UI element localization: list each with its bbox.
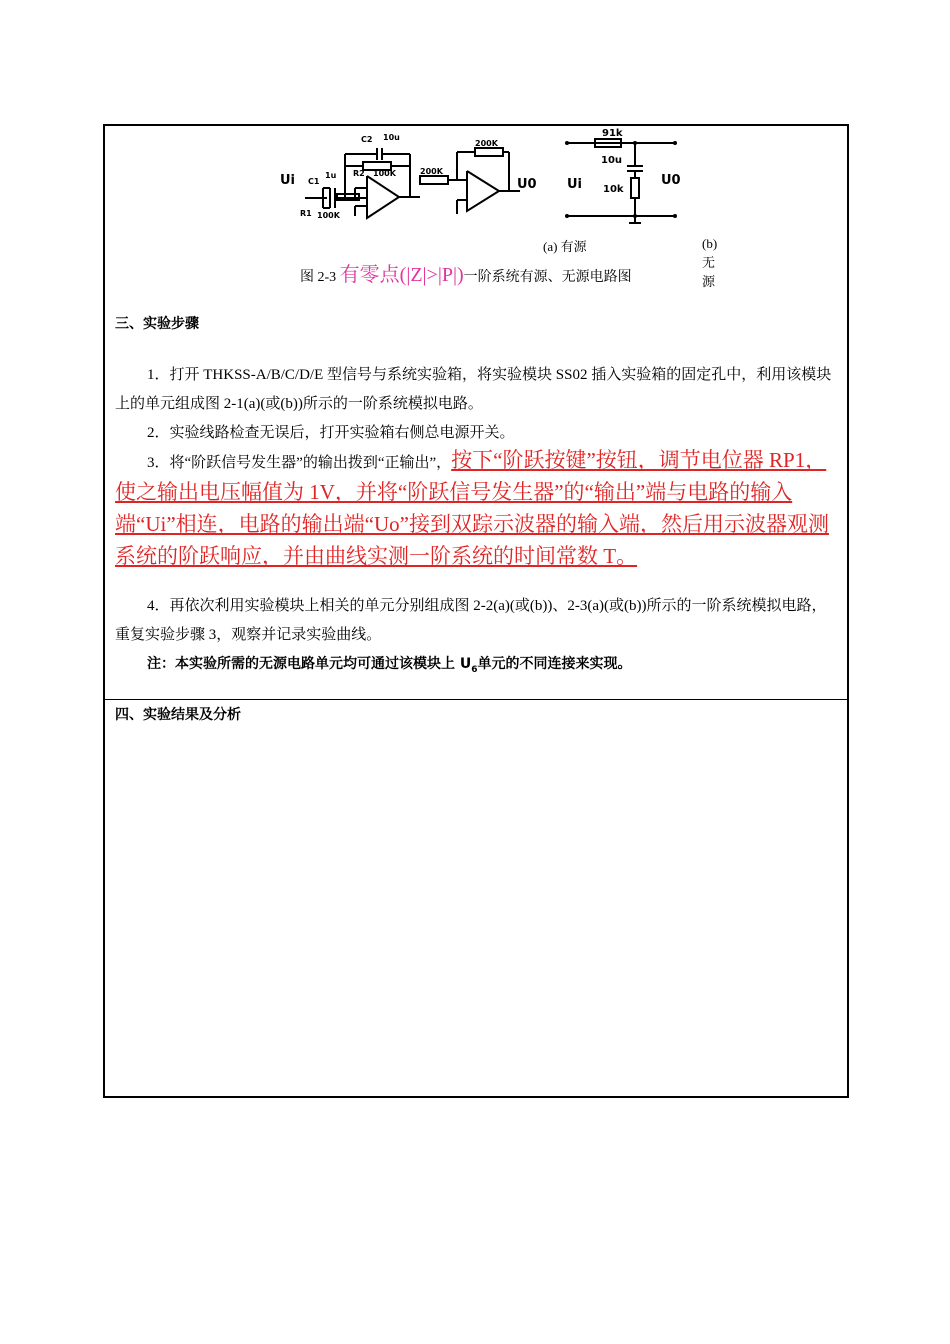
section-3-title: 三、实验步骤 [115,316,199,332]
note-text-end: 单元的不同连接来实现。 [477,656,632,672]
step-2 [115,419,839,448]
circuit-b-cap-label: 10u [601,155,623,166]
step-3 [115,446,839,574]
circuit-a-r2-value: 100K [373,169,396,178]
circuit-a-200k-series-label: 200K [420,167,443,176]
caption-passive: (b) 无源 [702,236,718,289]
circuit-b-91k-label: 91k [602,128,623,139]
circuit-a-c2-value: 10u [383,133,400,142]
circuit-b-uo-label: U0 [661,173,681,188]
figure-title [300,258,632,287]
figure-title-number: 图 2-3 [300,270,340,285]
step-2-text: 2．实验线路检查无误后，打开实验箱右侧总电源开关。 [147,425,515,441]
circuit-a-r1-label: R1 [300,209,312,218]
circuit-b-ui-label: Ui [567,177,583,192]
step-1-text: 1．打开 THKSS-A/B/C/D/E 型信号与系统实验箱，将实验模块 SS02 插入实验箱的固定孔中，利用该模块上的单元组成图 2-1(a)(或(b))所示的一阶系统模拟电路。 [115,367,832,412]
step-3-highlighted-text: 按下“阶跃按键”按钮，调节电位器 RP1，使之输出电压幅值为 1V，并将“阶跃信号发生器”的“输出”端与电路的输入端“Ui”相连，电路的输出端“Uo”接到双踪示波器的输入端，然后用示波器观测系统的阶跃响应，并由曲线实测一阶系统的时间常数 T。 [115,448,829,568]
section-divider [105,699,847,700]
circuit-a-r1-value: 100K [317,211,340,220]
circuit-a-c1-label: C1 [308,177,320,186]
figure-title-text: 一阶系统有源、无源电路图 [463,270,632,285]
circuit-a-uo-label: U0 [517,177,537,192]
circuit-a-r2-label: R2 [353,169,365,178]
step-4-text: 4．再依次利用实验模块上相关的单元分别组成图 2-2(a)(或(b))、2-3(a)(或(b))所示的一阶系统模拟电路，重复实验步骤 3，观察并记录实验曲线。 [115,598,827,643]
step-3-text: 3．将“阶跃信号发生器”的输出拨到“正输出”， [147,455,452,471]
figure-title-highlight: 有零点(|Z|>|P|) [339,264,464,286]
circuit-b-10k-label: 10k [603,184,624,195]
note-text: 注：本实验所需的无源电路单元均可通过该模块上 U [147,656,472,672]
circuit-diagrams [275,126,695,236]
report-table [103,124,849,1098]
step-4 [115,592,839,650]
caption-active: (a) 有源 [543,239,587,254]
step-1 [115,361,839,419]
note [115,650,839,685]
circuit-a-200k-feedback-label: 200K [475,139,498,148]
circuit-a-ui-label: Ui [280,173,296,188]
circuit-a-c2-label: C2 [361,135,373,144]
note-subscript: 6 [471,664,478,675]
circuit-a-c1-value: 1u [325,171,337,180]
section-4-title: 四、实验结果及分析 [115,707,241,723]
